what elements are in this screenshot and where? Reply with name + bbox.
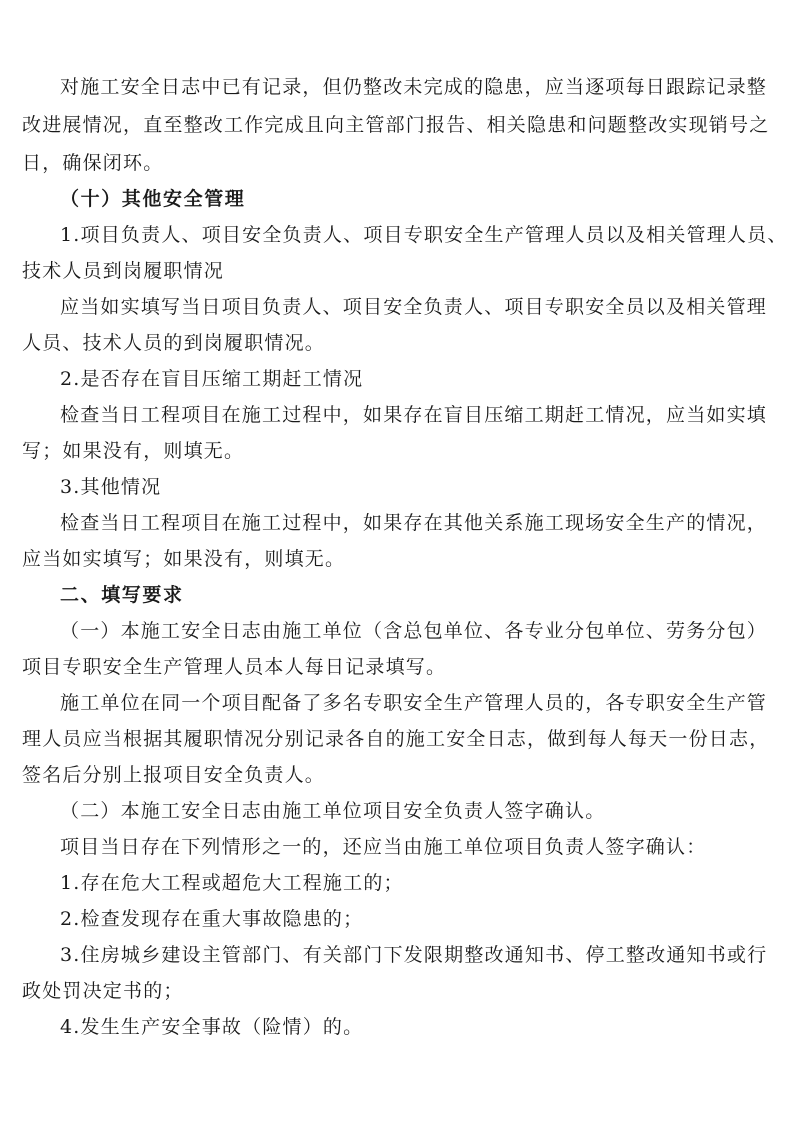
text-line: 1.项目负责人、项目安全负责人、项目专职安全生产管理人员以及相关管理人员、	[60, 224, 788, 246]
text-line: 应当如实填写当日项目负责人、项目安全负责人、项目专职安全员以及相关管理	[60, 296, 768, 318]
text-line: 项目专职安全生产管理人员本人每日记录填写。	[22, 656, 447, 678]
section-heading: （十）其他安全管理	[60, 188, 246, 210]
list-item: 2.检查发现存在重大事故隐患的；	[60, 908, 364, 930]
text-line: 写；如果没有，则填无。	[22, 440, 245, 462]
text-line: 3.其他情况	[60, 476, 162, 498]
section-heading: 二、填写要求	[60, 584, 184, 606]
text-line: 理人员应当根据其履职情况分别记录各自的施工安全日志，做到每人每天一份日志，	[22, 728, 770, 750]
text-line: （一）本施工安全日志由施工单位（含总包单位、各专业分包单位、劳务分包）	[60, 620, 768, 642]
list-item: 4.发生生产安全事故（险情）的。	[60, 1016, 364, 1038]
text-line: 技术人员到岗履职情况	[22, 260, 225, 282]
text-line: 人员、技术人员的到岗履职情况。	[22, 332, 326, 354]
list-item: 1.存在危大工程或超危大工程施工的；	[60, 872, 404, 894]
text-line: 项目当日存在下列情形之一的，还应当由施工单位项目负责人签字确认：	[60, 836, 707, 858]
list-item: 3.住房城乡建设主管部门、有关部门下发限期整改通知书、停工整改通知书或行	[60, 944, 768, 966]
text-line: 施工单位在同一个项目配备了多名专职安全生产管理人员的，各专职安全生产管	[60, 692, 768, 714]
text-line: 改进展情况，直至整改工作完成且向主管部门报告、相关隐患和问题整改实现销号之	[22, 114, 770, 136]
text-line: 签名后分别上报项目安全负责人。	[22, 764, 326, 786]
list-item: 政处罚决定书的；	[22, 980, 184, 1002]
text-line: 日，确保闭环。	[22, 152, 164, 174]
text-line: （二）本施工安全日志由施工单位项目安全负责人签字确认。	[60, 800, 606, 822]
text-line: 2.是否存在盲目压缩工期赶工情况	[60, 368, 364, 390]
text-line: 应当如实填写；如果没有，则填无。	[22, 548, 346, 570]
text-line: 检查当日工程项目在施工过程中，如果存在其他关系施工现场安全生产的情况，	[60, 512, 768, 534]
text-line: 检查当日工程项目在施工过程中，如果存在盲目压缩工期赶工情况，应当如实填	[60, 404, 768, 426]
text-line: 对施工安全日志中已有记录，但仍整改未完成的隐患，应当逐项每日跟踪记录整	[60, 76, 768, 98]
